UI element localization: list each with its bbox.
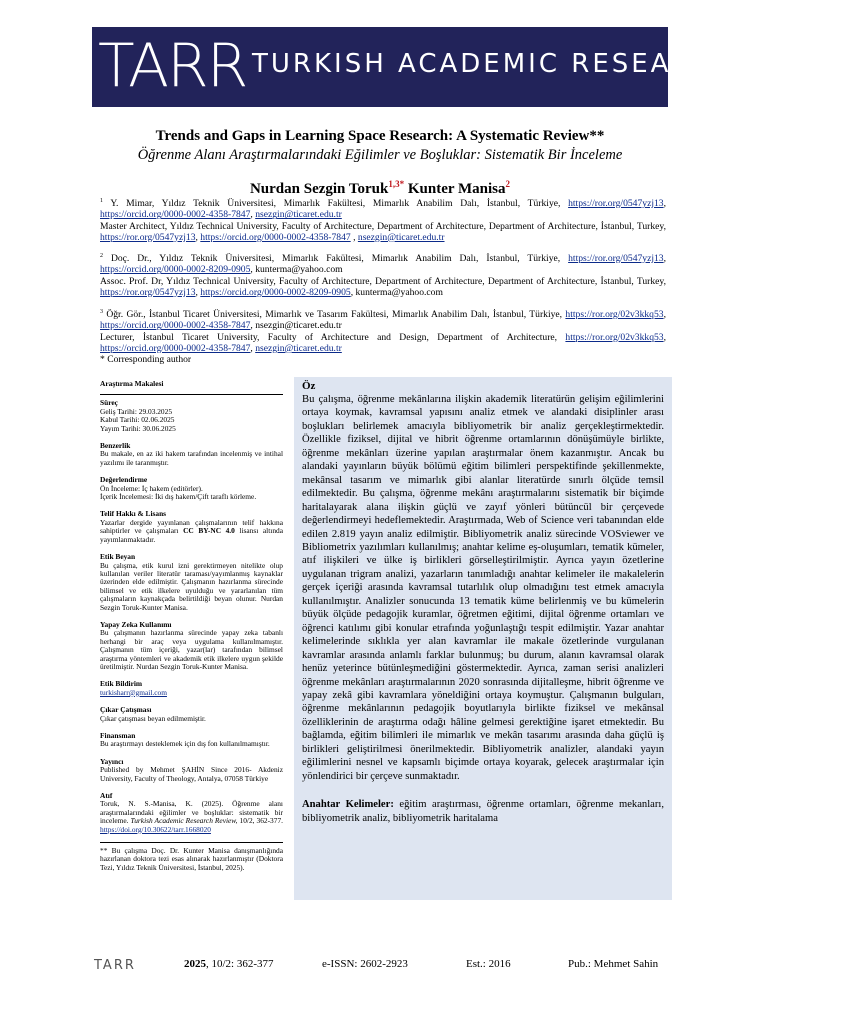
accepted-date: Kabul Tarihi: 02.06.2025: [100, 415, 175, 425]
abstract-body: Bu çalışma, öğrenme mekânlarına ilişkin akademik literatürün gelişim eğilimlerini ortaya koymak, kavramsal yapısını analiz etmek ve alandaki disiplinler arası boşlukları belirlemek amacıyla bibliyometrik bir analiz gerçekleştirmektedir. Özellikle fiziksel, dijital ve hibrit öğrenme ortamlarının dönüşümüyle birlikte, öğrenme mekânları üzerine yapılan araştırmalar önem kazanmıştır. Ancak bu alandaki yayınların büyük bölümü eğitim bilimleri perspektifinde şekillenmekte, mekânsal tasarım ve mimarlık gibi alanlar literatürde sınırlı ölçüde temsil edilmektedir. Bu çalışma, öğrenme mekânı araştırmalarını sistematik bir biçimde haritalayarak alana ilişkin güçlü ve zayıf yönleri bütüncül bir çerçevede değerlendirmeyi hedeflemektedir. Araştırmada, Web of Science veri tabanından elde edilen 2.819 yayın analiz edilmiştir. Bibliyometrik analiz sürecinde VOSviewer ve Bibliometrix yazılımları kullanılmış; anahtar kelime eş-oluşumları, tematik kümeler, atıf ilişkileri ve ülke iş birlikleri görselleştirilmiştir. Ayrıca yayın özetlerine uygulanan trigram analizi, yazarların tanımladığı anahtar kelimeler ile makalelerin gerçek içeriği arasında kavramsal tutarlılık olup olmadığını test etmek amacıyla kullanılmıştır. Analizler sonucunda 13 tematik küme belirlenmiş ve bu kümelerin büyük ölçüde pedagojik kuramlar, öğretmen eğitimi, dijital öğrenme ortamları ve öğrenci katılımı gibi konular etrafında yoğunlaştığı tespit edilmiştir. Yazar anahtar kelimelerinde sıklıkla yer alan kavramlar ile makale özetlerinde vurgulanan kavramlar arasında anlamlı farklar bulunmuş; bu durum, alanın kavramsal olarak henüz yeterince bütünleşmediğini göstermektedir. Ayrıca, zaman serisi analizleri öğrenme mekânları araştırmalarının 2020 sonrasında dijitalleşme, hibrit öğrenme ve yapay zekâ gibi kavramlara yöneldiğini ortaya koymuştur. Çalışmanın bulguları, öğrenme mekânlarının pedagojik boyutlarıyla birlikte fiziksel ve mekânsal özelliklerinin de araştırma odağı hâline gelmesi gerektiğine işaret etmektedir. Bu bağlamda, eğitim bilimleri ile mimarlık ve mekân tasarımı arasında daha güçlü iş birlikleri geliştirilmesi önerilmektedir. Bibliyometrik analizler, alandaki yayın eğilimlerini nesnel ve kapsamlı biçimde ortaya koyarak, gelecek araştırmalar için yönlendirici bir çerçeve sunmaktadır.: [302, 394, 664, 782]
author-1-name: Nurdan Sezgin Toruk: [249, 181, 389, 197]
thesis-footnote: ** Bu çalışma Doç. Dr. Kunter Manisa danışmanlığında hazırlanan doktora tezi esas alınarak hazırlanmıştır (Doktora Tezi, Yıldız Teknik Üniversitesi, İstanbul, 2025).: [100, 846, 283, 872]
email-link-1[interactable]: nsezgin@ticaret.edu.tr: [255, 209, 342, 221]
affiliation-2-en: Assoc. Prof. Dr, Yıldız Technical University, Faculty of Architecture, Department of Architecture, Department of Architecture, İstanbul, Turkey,: [100, 275, 666, 287]
ethics-text: Bu çalışma, etik kurul izni gerektirmeyen nitelikte olup kullanılan veriler literatür taraması/yayımlanmış kaynaklar üzerinden elde edilmiştir. Çalışmanın hazırlanma sürecinde bilimsel ve etik ilkelere uyulduğu ve yararlanılan tüm çalışmaların kaynakçada belirtildiği beyan olunur. Nurdan Sezgin Toruk-Kunter Manisa.: [100, 560, 283, 612]
keywords: [302, 798, 664, 825]
copyright-text: [100, 519, 283, 544]
article-type: Araştırma Makalesi: [100, 379, 164, 388]
copyright-heading: Telif Hakkı & Lisans: [100, 509, 167, 519]
ror-link-2[interactable]: https://ror.org/0547yzj13: [568, 253, 664, 265]
ror-link-1b[interactable]: https://ror.org/0547yzj13: [100, 231, 196, 243]
similarity-text: Bu makale, en az iki hakem tarafından incelenmiş ve intihal yazılımı ile taranmıştır.: [100, 449, 283, 467]
sidebar-divider-bottom: [100, 842, 283, 843]
corresponding-note: * Corresponding author: [100, 354, 192, 365]
funding-heading: Finansman: [100, 731, 136, 740]
review-line-2: İçerik İncelemesi: İki dış hakem/Çift taraflı körleme.: [100, 492, 257, 502]
affiliation-1-tr: Y. Mimar, Yıldız Teknik Üniversitesi, Mimarlık Fakültesi, Mimarlık Anabilim Dalı, İstanbul, Türkiye,: [110, 198, 561, 210]
citation-text-a: Toruk, N. S.-Manisa, K. (2025). Öğrenme alanı araştırmalarındaki eğilimler ve boşluklar: sistematik bir inceleme.: [100, 799, 283, 826]
citation-journal: Turkish Academic Research Review,: [130, 816, 238, 826]
author-2-name: Kunter Manisa: [407, 181, 506, 197]
sidebar-divider: [100, 394, 283, 395]
footer-eissn: e-ISSN: 2602-2923: [322, 958, 408, 970]
affiliation-1-number: 1: [100, 198, 103, 204]
affiliation-2: $^2$ Doç. Dr., Yıldız Teknik Üniversitesi, Mimarlık Fakültesi, Mimarlık Anabilim Dalı, İstanbul, Türkiye, https://ror.org/0547yzj13, https://orcid.org/0000-0002-8209-0905, kunterma@yahoo.com Assoc. Prof. Dr, Yıldız Technical University, Faculty of Architecture, Department of Architecture, Department of Architecture, İstanbul, Turkey, https://ror.org/0547yzj13, https://orcid.org/0000-0002-8209-0905, kunterma@yahoo.com: [100, 253, 667, 298]
footer-publisher: Pub.: Mehmet Sahin: [568, 958, 659, 970]
page-footer: [92, 958, 682, 974]
orcid-link-3[interactable]: https://orcid.org/0000-0002-4358-7847: [100, 320, 251, 332]
footer-year: 2025: [184, 958, 206, 970]
ror-link-3[interactable]: https://ror.org/02v3kkq53: [565, 309, 664, 321]
affiliation-2-number: 2: [100, 253, 103, 259]
ethics-heading: Etik Beyan: [100, 552, 136, 562]
review-line-1: Ön İnceleme: İç hakem (editörler).: [100, 483, 203, 493]
footer-logo: TARR: [94, 958, 136, 973]
footer-citation: [184, 958, 274, 970]
journal-banner: [92, 27, 866, 107]
ror-link-3b[interactable]: https://ror.org/02v3kkq53: [565, 331, 664, 343]
publisher-text: Published by Mehmet ŞAHİN Since 2016- Akdeniz University, Faculty of Theology, Antalya, 07058 Türkiye: [100, 765, 283, 783]
orcid-link-1[interactable]: https://orcid.org/0000-0002-4358-7847: [100, 209, 251, 221]
affiliation-3: $^3$ Öğr. Gör., İstanbul Ticaret Üniversitesi, Mimarlık ve Tasarım Fakültesi, Mimarlık Anabilim Dalı, İstanbul, Türkiye, https://ror.org/02v3kkq53, https://orcid.org/0000-0002-4358-7847, nsezgin@ticaret.edu.tr Lecturer, İstanbul Ticaret University, Faculty of Architecture and Design, Department of Architecture, https://ror.org/02v3kkq53, https://orcid.org/0000-0002-4358-7847, nsezgin@ticaret.edu.tr * Corresponding author: [100, 309, 666, 365]
affiliation-3-tr: Öğr. Gör., İstanbul Ticaret Üniversitesi, Mimarlık ve Tasarım Fakültesi, Mimarlık Anabilim Dalı, İstanbul, Türkiye,: [106, 309, 563, 321]
email-3: nsezgin@ticaret.edu.tr: [255, 320, 342, 332]
email-link-3b[interactable]: nsezgin@ticaret.edu.tr: [255, 342, 342, 354]
keywords-text: eğitim araştırması, öğrenme ortamları, öğrenme mekanları, bibliyometrik analiz, bibliyometrik haritalama: [302, 799, 664, 824]
author-2-sup: 2: [505, 179, 511, 189]
citation-text: [100, 800, 283, 834]
affiliation-1-en: Master Architect, Yıldız Technical University, Faculty of Architecture, Department of Architecture, Department of Architecture, İstanbul, Turkey,: [100, 220, 666, 232]
abstract-heading: Öz: [302, 380, 316, 392]
author-1-sup: 1,3*: [388, 179, 405, 189]
ethics-report-email[interactable]: turkisharr@gmail.com: [100, 687, 167, 697]
article-title: Trends and Gaps in Learning Space Research: A Systematic Review**: [155, 128, 605, 144]
similarity-heading: Benzerlik: [100, 441, 131, 451]
footer-est: Est.: 2016: [466, 958, 511, 970]
process-heading: Süreç: [100, 398, 118, 408]
copyright-text-b: lisansı altında yayımlanmaktadır.: [100, 526, 283, 544]
ai-use-text: Bu çalışmanın hazırlanma sürecinde yapay zeka tabanlı herhangi bir araç veya uygulama kullanılmamıştır. Çalışmanın tüm içeriği, yazar(lar) tarafından bilimsel araştırma yöntemleri ve akademik etik ilkelere uygun şekilde üretilmiştir. Nurdan Sezgin Toruk-Kunter Manisa.: [100, 628, 283, 671]
ror-link-2b[interactable]: https://ror.org/0547yzj13: [100, 286, 196, 298]
orcid-link-1b[interactable]: https://orcid.org/0000-0002-4358-7847: [200, 231, 351, 243]
orcid-link-2[interactable]: https://orcid.org/0000-0002-8209-0905: [100, 264, 251, 276]
ethics-report-heading: Etik Bildirim: [100, 679, 143, 689]
keywords-label: Anahtar Kelimeler:: [302, 799, 394, 811]
email-link-1b[interactable]: nsezgin@ticaret.edu.tr: [357, 231, 445, 243]
journal-name: TURKISH ACADEMIC RESEARCH REVIEW: [252, 49, 866, 79]
received-date: Geliş Tarihi: 29.03.2025: [100, 406, 173, 416]
license-name: CC BY-NC 4.0: [183, 526, 235, 536]
copyright-text-a: Yazarlar dergide yayınlanan çalışmalarının telif hakkına sahiptirler ve çalışmaları: [100, 517, 283, 536]
orcid-link-3b[interactable]: https://orcid.org/0000-0002-4358-7847: [100, 342, 251, 354]
funding-text: Bu araştırmayı desteklemek için dış fon kullanılmamıştır.: [100, 739, 270, 749]
published-date: Yayım Tarihi: 30.06.2025: [100, 423, 176, 433]
citation-text-b: 10/2, 362-377.: [239, 816, 283, 826]
conflict-heading: Çıkar Çatışması: [100, 705, 152, 715]
affiliation-2-tr: Doç. Dr., Yıldız Teknik Üniversitesi, Mimarlık Fakültesi, Mimarlık Anabilim Dalı, İstanbul, Türkiye,: [110, 253, 561, 265]
conflict-text: Çıkar çatışması beyan edilmemiştir.: [100, 713, 206, 723]
citation-heading: Atıf: [100, 791, 113, 801]
article-subtitle: Öğrenme Alanı Araştırmalarındaki Eğilimler ve Boşluklar: Sistematik Bir İnceleme: [137, 147, 623, 163]
affiliation-1: $^1$ Y. Mimar, Yıldız Teknik Üniversitesi, Mimarlık Fakültesi, Mimarlık Anabilim Dalı, İstanbul, Türkiye, https://ror.org/0547yzj13, https://orcid.org/0000-0002-4358-7847, nsezgin@ticaret.edu.tr Master Architect, Yıldız Technical University, Faculty of Architecture, Department of Architecture, Department of Architecture, İstanbul, Turkey, https://ror.org/0547yzj13, https://orcid.org/0000-0002-4358-7847 , nsezgin@ticaret.edu.tr: [100, 198, 666, 243]
orcid-link-2b[interactable]: https://orcid.org/0000-0002-8209-0905: [200, 286, 351, 298]
doi-link[interactable]: https://doi.org/10.30622/tarr.1668020: [100, 824, 211, 834]
article-info-sidebar: [100, 380, 283, 872]
email-2: kunterma@yahoo.com: [255, 264, 343, 276]
ror-link-1[interactable]: https://ror.org/0547yzj13: [568, 198, 664, 210]
abstract-box: [294, 377, 672, 900]
email-2b: kunterma@yahoo.com: [355, 286, 443, 298]
affiliation-3-en: Lecturer, İstanbul Ticaret University, Faculty of Architecture and Design, Department of Architecture,: [100, 331, 558, 343]
journal-logo: TARR: [98, 31, 247, 101]
ai-use-heading: Yapay Zeka Kullanımı: [100, 619, 172, 629]
footer-issue: , 10/2: 362-377: [206, 958, 274, 970]
publisher-heading: Yayıncı: [100, 756, 124, 766]
review-heading: Değerlendirme: [100, 475, 148, 485]
affiliation-3-number: 3: [100, 309, 103, 315]
